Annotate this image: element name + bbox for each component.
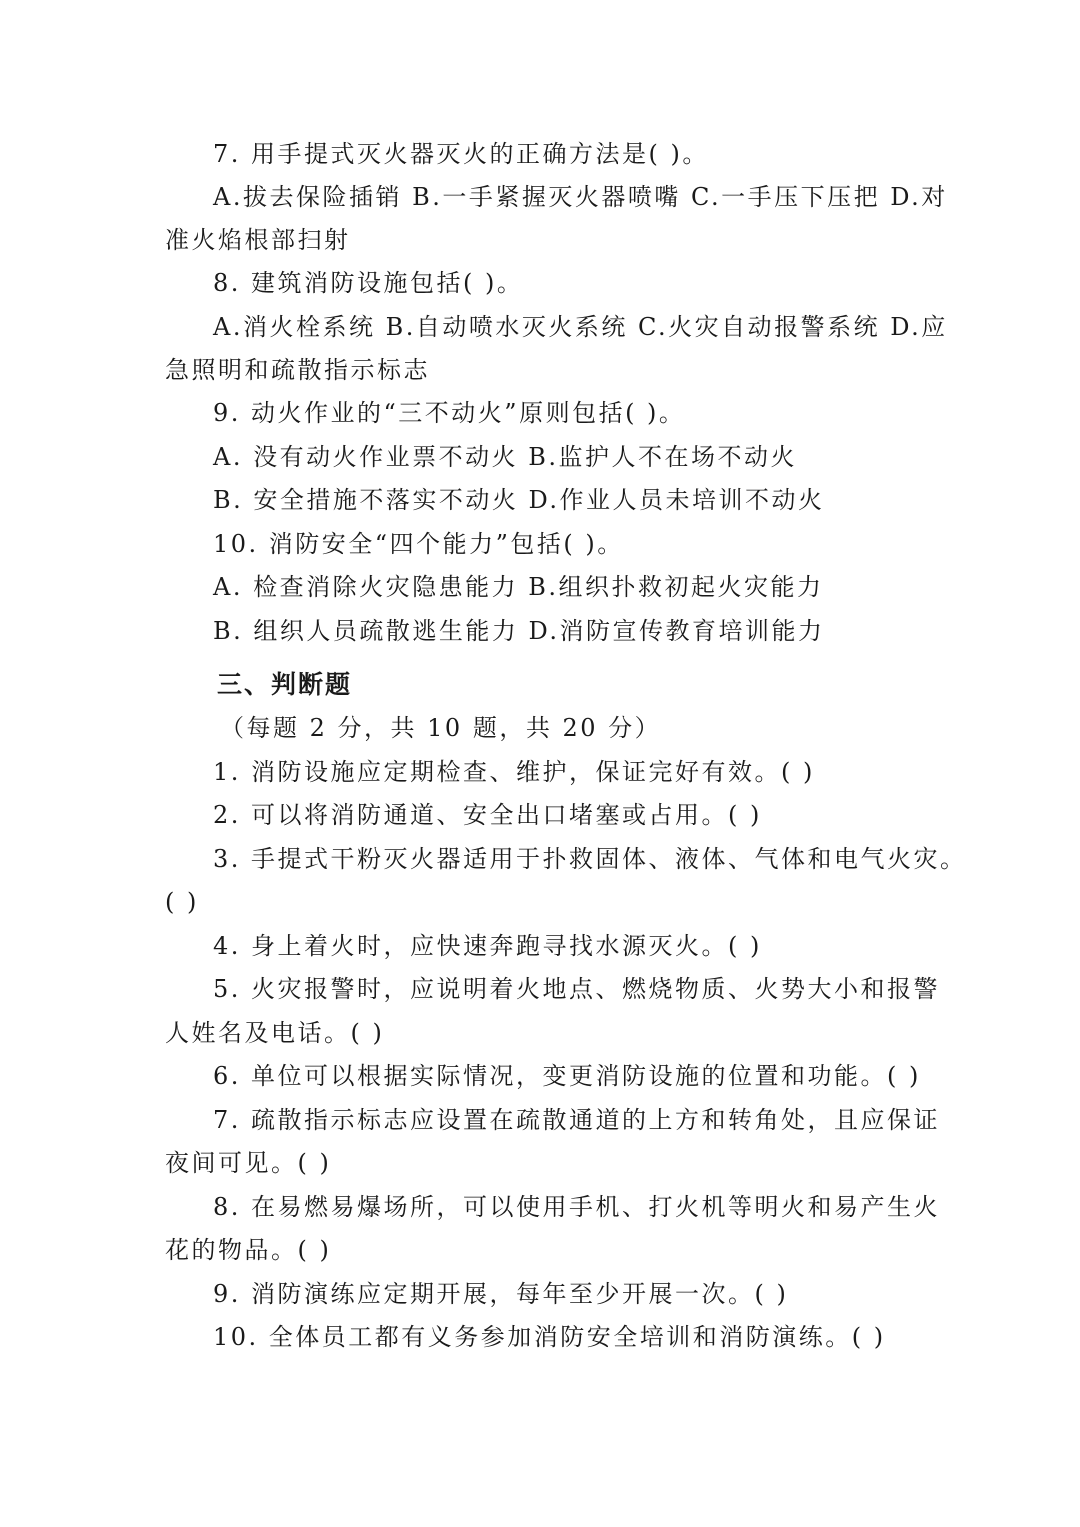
- tf-question-4: 4. 身上着火时，应快速奔跑寻找水源灭火。( ): [213, 932, 762, 960]
- tf-question-8-continued: 花的物品。( ): [165, 1236, 332, 1264]
- section-scoring-note: （每题 2 分，共 10 题，共 20 分）: [220, 714, 662, 742]
- question-10-options-row-1: A. 检查消除火灾隐患能力 B.组织扑救初起火灾能力: [213, 573, 824, 601]
- question-9-options-row-1: A. 没有动火作业票不动火 B.监护人不在场不动火: [213, 443, 797, 471]
- question-8-stem: 8. 建筑消防设施包括( )。: [213, 269, 524, 297]
- question-7-stem: 7. 用手提式灭火器灭火的正确方法是( )。: [213, 140, 709, 168]
- question-8-options: A.消火栓系统 B.自动喷水灭火系统 C.火灾自动报警系统 D.应: [213, 313, 948, 341]
- question-10-options-row-2: B. 组织人员疏散逃生能力 D.消防宣传教育培训能力: [213, 617, 825, 645]
- tf-question-9: 9. 消防演练应定期开展，每年至少开展一次。( ): [213, 1280, 789, 1308]
- tf-question-5-continued: 人姓名及电话。( ): [165, 1019, 385, 1047]
- question-7-options: A.拔去保险插销 B.一手紧握灭火器喷嘴 C.一手压下压把 D.对: [213, 183, 948, 211]
- tf-question-7: 7. 疏散指示标志应设置在疏散通道的上方和转角处，且应保证: [213, 1106, 941, 1134]
- tf-question-3-continued: ( ): [165, 888, 199, 916]
- tf-question-7-continued: 夜间可见。( ): [165, 1149, 332, 1177]
- tf-question-2: 2. 可以将消防通道、安全出口堵塞或占用。( ): [213, 801, 762, 829]
- question-7-options-continued: 准火焰根部扫射: [165, 226, 351, 254]
- section-heading-true-false: 三、判断题: [217, 670, 353, 699]
- tf-question-8: 8. 在易燃易爆场所，可以使用手机、打火机等明火和易产生火: [213, 1193, 941, 1221]
- question-9-options-row-2: B. 安全措施不落实不动火 D.作业人员未培训不动火: [213, 486, 825, 514]
- question-8-options-continued: 急照明和疏散指示标志: [165, 356, 430, 384]
- tf-question-3: 3. 手提式干粉灭火器适用于扑救固体、液体、气体和电气火灾。: [213, 845, 967, 873]
- tf-question-5: 5. 火灾报警时，应说明着火地点、燃烧物质、火势大小和报警: [213, 975, 941, 1003]
- tf-question-10: 10. 全体员工都有义务参加消防安全培训和消防演练。( ): [213, 1323, 886, 1351]
- tf-question-6: 6. 单位可以根据实际情况，变更消防设施的位置和功能。( ): [213, 1062, 921, 1090]
- tf-question-1: 1. 消防设施应定期检查、维护，保证完好有效。( ): [213, 758, 815, 786]
- question-10-stem: 10. 消防安全“四个能力”包括( )。: [213, 530, 624, 558]
- question-9-stem: 9. 动火作业的“三不动火”原则包括( )。: [213, 399, 686, 427]
